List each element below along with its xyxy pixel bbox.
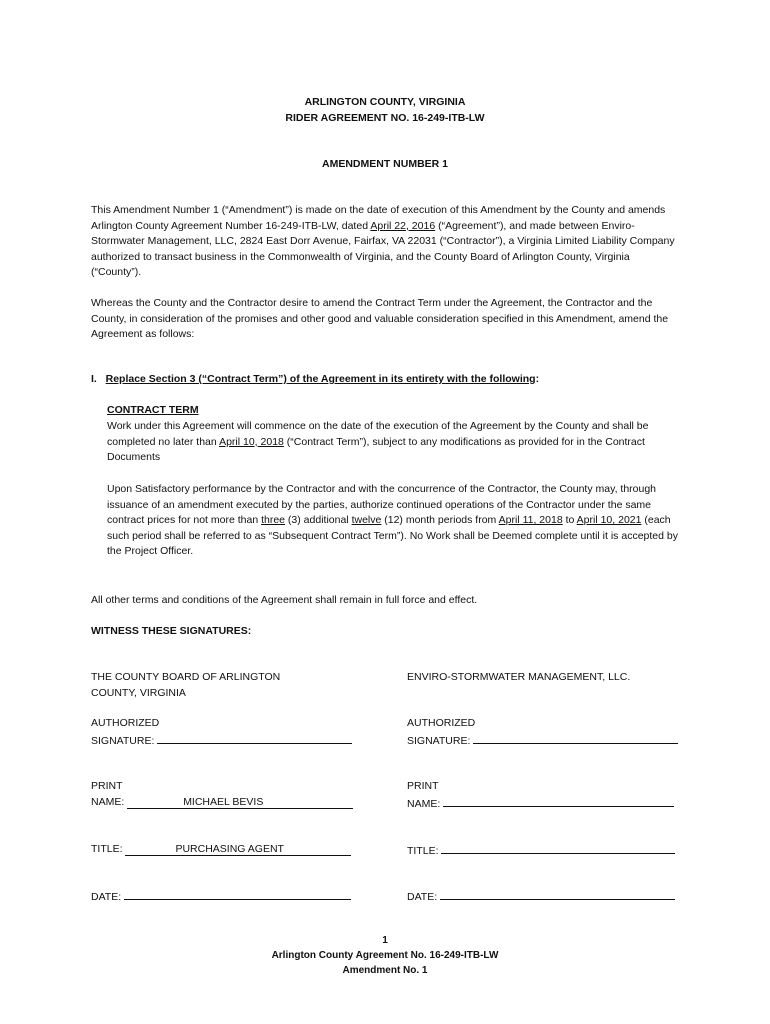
left-title-line[interactable] xyxy=(125,843,351,856)
right-auth-label-2: SIGNATURE: xyxy=(407,734,471,747)
intro-paragraph-2: Whereas the County and the Contractor desire to amend the Contract Term under the Agreement, the Contractor and the County, in consideration of the promises and other good and valuable consideration specified in this Amendment, amend the Agreement as follows: xyxy=(91,297,669,341)
left-title-label: TITLE: xyxy=(91,843,123,855)
left-signature-line[interactable] xyxy=(157,732,352,744)
left-party-name xyxy=(91,670,280,701)
right-date xyxy=(407,888,675,906)
right-print-label-1: PRINT xyxy=(407,780,439,792)
right-title-line[interactable] xyxy=(441,842,675,854)
ct-p2-text-e: (each such period shall be referred to as “Subsequent Contract Term”). No Work shall be Deemed complete until it is accepted by the Project Officer. xyxy=(107,514,678,558)
section-number: I. xyxy=(91,373,97,385)
left-auth-label-1: AUTHORIZED xyxy=(91,717,160,729)
left-title-value: PURCHASING AGENT xyxy=(175,843,284,855)
section-1-heading xyxy=(91,372,691,388)
ct-p2-text-b: (3) additional xyxy=(285,514,352,527)
header-county: ARLINGTON COUNTY, VIRGINIA xyxy=(304,96,466,108)
left-print-name-line[interactable] xyxy=(127,796,353,809)
right-title xyxy=(407,842,675,860)
right-title-label: TITLE: xyxy=(407,845,439,857)
left-date-line[interactable] xyxy=(124,888,351,900)
left-date-label: DATE: xyxy=(91,891,122,903)
ct-p1-text-a: Work under this Agreement will commence on the date of the execution of the Agreement by the County and shall be completed no later than xyxy=(107,420,649,448)
renewal-months: twelve xyxy=(351,514,382,527)
contract-term-paragraph-1 xyxy=(107,419,681,466)
left-print-name xyxy=(91,779,353,810)
left-date xyxy=(91,888,351,906)
contract-end-date: April 10, 2018 xyxy=(219,435,284,448)
intro-p1-text-b: (“Agreement”), and made between Enviro-Stormwater Management, LLC, 2824 East Dorr Avenue, Fairfax, VA 22031 (“Contractor”), a Virginia Limited Liability Company authorized to transact business in the Commonwealth of Virginia, and the County Board of Arlington County, Virginia (“County”). xyxy=(91,219,675,279)
renewal-count: three xyxy=(261,514,286,527)
section-heading-colon: : xyxy=(535,373,540,385)
left-title xyxy=(91,842,351,858)
right-print-name-line[interactable] xyxy=(443,795,674,807)
footer-agreement-number: Arlington County Agreement No. 16-249-ITB-LW xyxy=(271,950,499,961)
header-rider-agreement: RIDER AGREEMENT NO. 16-249-ITB-LW xyxy=(285,112,485,124)
left-party-line-1: THE COUNTY BOARD OF ARLINGTON xyxy=(91,671,281,683)
contract-term-subheading: CONTRACT TERM xyxy=(107,404,199,416)
left-authorized-signature xyxy=(91,716,352,749)
witness-heading: WITNESS THESE SIGNATURES: xyxy=(91,625,252,637)
left-auth-label-2: SIGNATURE: xyxy=(91,734,155,747)
section-heading-text: Replace Section 3 (“Contract Term”) of the Agreement in its entirety with the following xyxy=(105,373,536,385)
renewal-start-date: April 11, 2018 xyxy=(498,514,563,527)
right-date-label: DATE: xyxy=(407,891,438,903)
renewal-end-date: April 10, 2021 xyxy=(576,514,642,527)
amendment-title: AMENDMENT NUMBER 1 xyxy=(322,158,448,170)
ct-p2-text-a: Upon Satisfactory performance by the Contractor and with the concurrence of the Contractor, the County may, through issuance of an amendment executed by the parties, authorize continued operations of the Contractor under the same contract prices for not more than xyxy=(107,483,657,527)
closing-statement: All other terms and conditions of the Agreement shall remain in full force and effect. xyxy=(91,594,478,606)
ct-p1-text-b: (“Contract Term”), subject to any modifications as provided for in the Contract Documents xyxy=(107,435,645,464)
right-date-line[interactable] xyxy=(440,888,675,900)
right-authorized-signature xyxy=(407,716,678,749)
left-print-name-value: MICHAEL BEVIS xyxy=(183,795,264,808)
left-print-label-2: NAME: xyxy=(91,795,125,808)
agreement-date: April 22, 2016 xyxy=(370,219,436,232)
right-print-name xyxy=(407,779,674,812)
intro-paragraph-1 xyxy=(91,203,681,281)
contract-term-paragraph-2 xyxy=(107,482,681,560)
right-signature-line[interactable] xyxy=(473,732,678,744)
left-print-label-1: PRINT xyxy=(91,780,123,792)
left-party-line-2: COUNTY, VIRGINIA xyxy=(91,686,186,699)
footer-page-number: 1 xyxy=(382,935,388,946)
right-auth-label-1: AUTHORIZED xyxy=(407,717,476,729)
right-print-label-2: NAME: xyxy=(407,797,441,810)
ct-p2-text-c: (12) month periods from xyxy=(381,514,499,527)
right-party-name: ENVIRO-STORMWATER MANAGEMENT, LLC. xyxy=(407,671,631,683)
ct-p2-text-d: to xyxy=(562,514,577,527)
footer-amendment-number: Amendment No. 1 xyxy=(342,965,428,976)
intro-p1-text-a: This Amendment Number 1 (“Amendment”) is made on the date of execution of this Amendment by the County and amends Arlington County Agreement Number 16-249-ITB-LW, dated xyxy=(91,204,666,232)
